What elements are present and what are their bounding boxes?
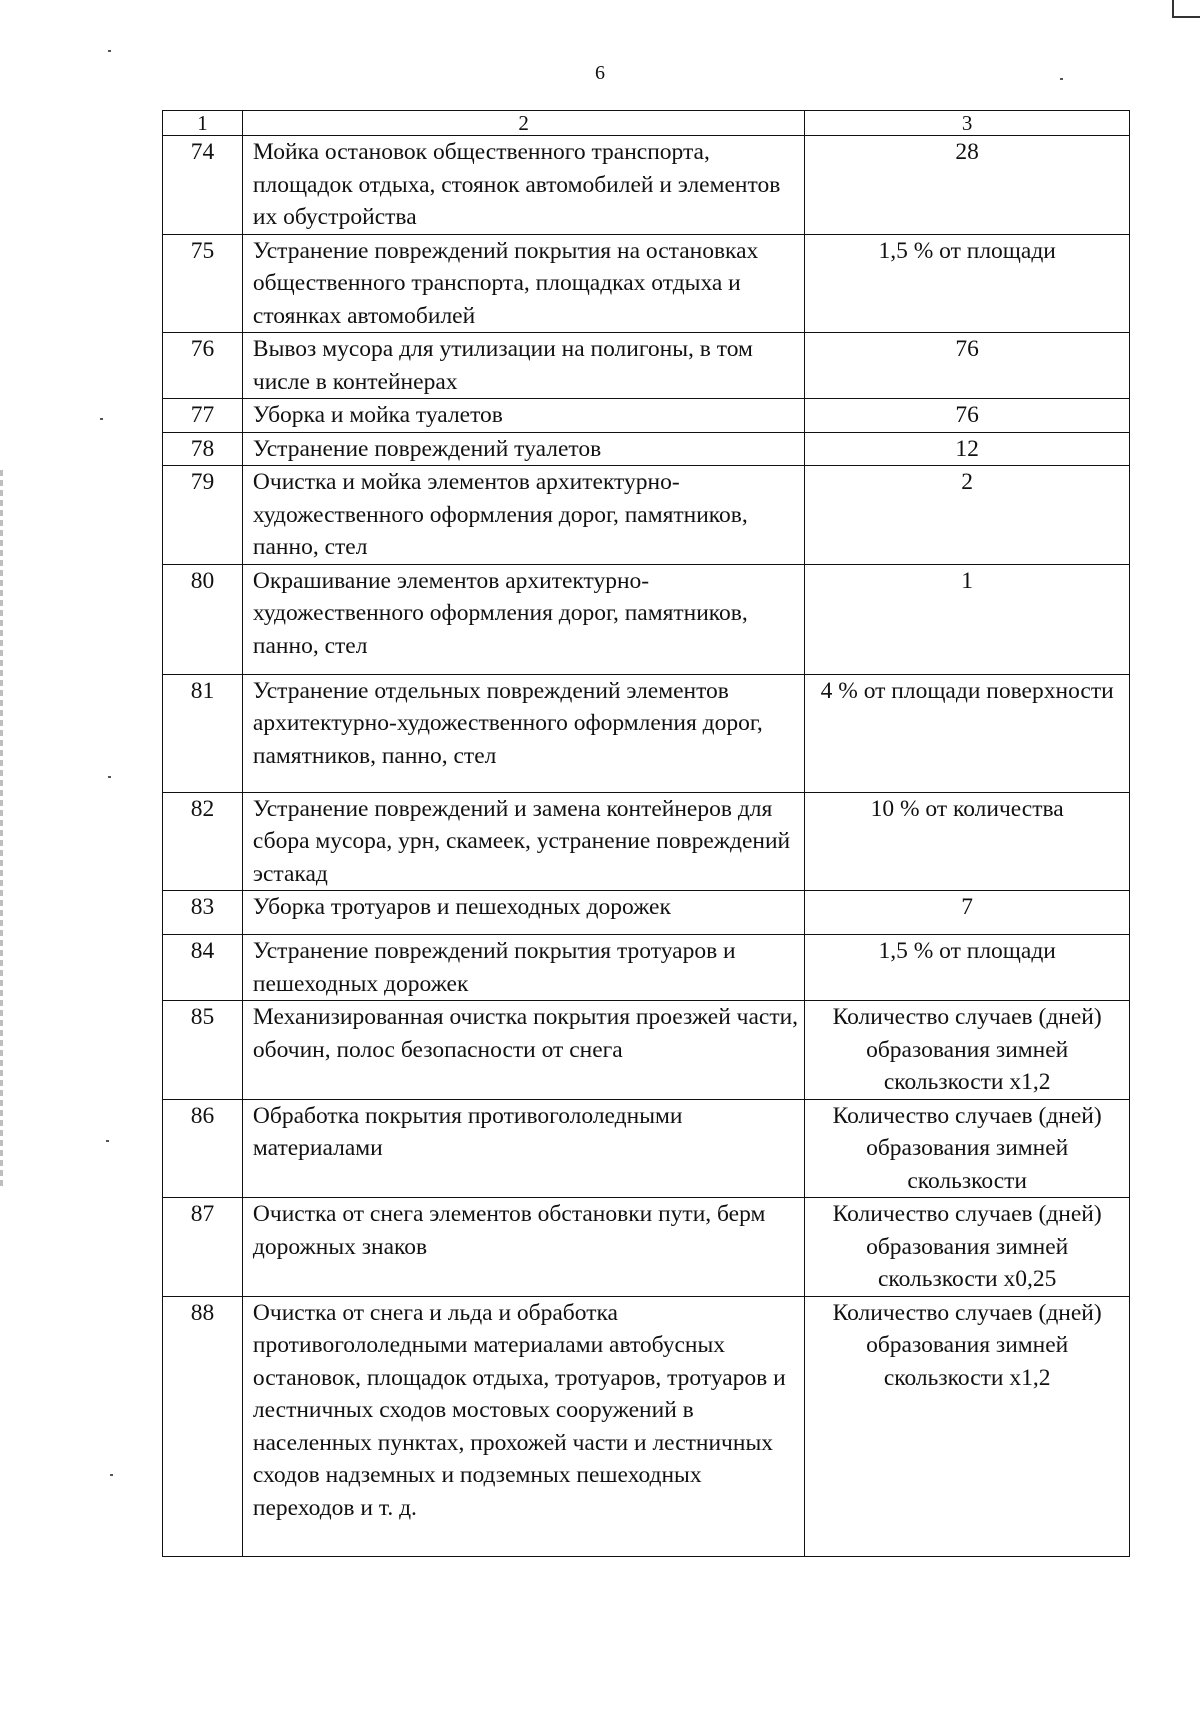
row-value: Количество случаев (дней) образования зимней скользкости х1,2 — [805, 1001, 1130, 1100]
row-value: 7 — [805, 891, 1130, 935]
table-row — [163, 1099, 1130, 1198]
row-text: Устранение отдельных повреждений элементов архитектурно-художественного оформления дорог, памятников, панно, стел — [242, 674, 804, 792]
row-value: 12 — [805, 432, 1130, 466]
row-number: 80 — [163, 564, 243, 674]
row-text: Вывоз мусора для утилизации на полигоны, в том числе в контейнерах — [242, 333, 804, 399]
row-number: 88 — [163, 1296, 243, 1556]
row-text: Мойка остановок общественного транспорта, площадок отдыха, стоянок автомобилей и элементов их обустройства — [242, 136, 804, 235]
row-number: 78 — [163, 432, 243, 466]
table-row — [163, 1198, 1130, 1297]
scan-edge-artifact — [0, 470, 3, 1190]
header-cell-3: 3 — [805, 111, 1130, 136]
row-value: Количество случаев (дней) образования зимней скользкости х0,25 — [805, 1198, 1130, 1297]
row-value: 28 — [805, 136, 1130, 235]
table-row — [163, 234, 1130, 333]
row-value: 4 % от площади поверхности — [805, 674, 1130, 792]
row-number: 87 — [163, 1198, 243, 1297]
table-row — [163, 466, 1130, 565]
row-text: Устранение повреждений туалетов — [242, 432, 804, 466]
scan-speck — [110, 1474, 113, 1476]
row-number: 82 — [163, 792, 243, 891]
row-number: 85 — [163, 1001, 243, 1100]
row-text: Уборка тротуаров и пешеходных дорожек — [242, 891, 804, 935]
row-number: 77 — [163, 399, 243, 433]
scan-speck — [1060, 78, 1063, 80]
row-value: Количество случаев (дней) образования зимней скользкости — [805, 1099, 1130, 1198]
table-row — [163, 399, 1130, 433]
row-number: 81 — [163, 674, 243, 792]
row-value: 10 % от количества — [805, 792, 1130, 891]
row-number: 84 — [163, 935, 243, 1001]
row-number: 86 — [163, 1099, 243, 1198]
row-number: 79 — [163, 466, 243, 565]
table-row — [163, 674, 1130, 792]
row-text: Устранение повреждений и замена контейнеров для сбора мусора, урн, скамеек, устранение повреждений эстакад — [242, 792, 804, 891]
row-value: 1 — [805, 564, 1130, 674]
row-value: 2 — [805, 466, 1130, 565]
table-row — [163, 333, 1130, 399]
norms-table — [162, 110, 1130, 1557]
scan-corner-mark — [1172, 0, 1200, 18]
header-cell-1: 1 — [163, 111, 243, 136]
row-number: 74 — [163, 136, 243, 235]
row-text: Устранение повреждений покрытия на остановках общественного транспорта, площадках отдыха и стоянках автомобилей — [242, 234, 804, 333]
row-text: Очистка от снега и льда и обработка противогололедными материалами автобусных остановок, площадок отдыха, тротуаров, тротуаров и лестничных сходов мостовых сооружений в населенных пунктах, прохожей части и лестничных сходов надземных и подземных пешеходных переходов и т. д. — [242, 1296, 804, 1556]
scan-speck — [108, 50, 111, 52]
scan-speck — [100, 418, 103, 420]
row-text: Механизированная очистка покрытия проезжей части, обочин, полос безопасности от снега — [242, 1001, 804, 1100]
table-row — [163, 136, 1130, 235]
row-value: 1,5 % от площади — [805, 935, 1130, 1001]
page-number: 6 — [595, 62, 605, 84]
table-row — [163, 891, 1130, 935]
row-text: Очистка от снега элементов обстановки пути, берм дорожных знаков — [242, 1198, 804, 1297]
header-cell-2: 2 — [242, 111, 804, 136]
row-text: Обработка покрытия противогололедными материалами — [242, 1099, 804, 1198]
row-number: 83 — [163, 891, 243, 935]
table-row — [163, 1001, 1130, 1100]
row-text: Очистка и мойка элементов архитектурно-художественного оформления дорог, памятников, панно, стел — [242, 466, 804, 565]
row-text: Устранение повреждений покрытия тротуаров и пешеходных дорожек — [242, 935, 804, 1001]
table-row — [163, 564, 1130, 674]
row-value: 76 — [805, 399, 1130, 433]
header-row — [163, 111, 1130, 136]
row-value: Количество случаев (дней) образования зимней скользкости х1,2 — [805, 1296, 1130, 1556]
row-value: 1,5 % от площади — [805, 234, 1130, 333]
row-number: 76 — [163, 333, 243, 399]
scan-speck — [108, 776, 111, 778]
row-text: Окрашивание элементов архитектурно-художественного оформления дорог, памятников, панно, стел — [242, 564, 804, 674]
row-text: Уборка и мойка туалетов — [242, 399, 804, 433]
table-row — [163, 1296, 1130, 1556]
scan-speck — [106, 1140, 109, 1142]
row-number: 75 — [163, 234, 243, 333]
table-row — [163, 792, 1130, 891]
table-row — [163, 432, 1130, 466]
row-value: 76 — [805, 333, 1130, 399]
table-row — [163, 935, 1130, 1001]
